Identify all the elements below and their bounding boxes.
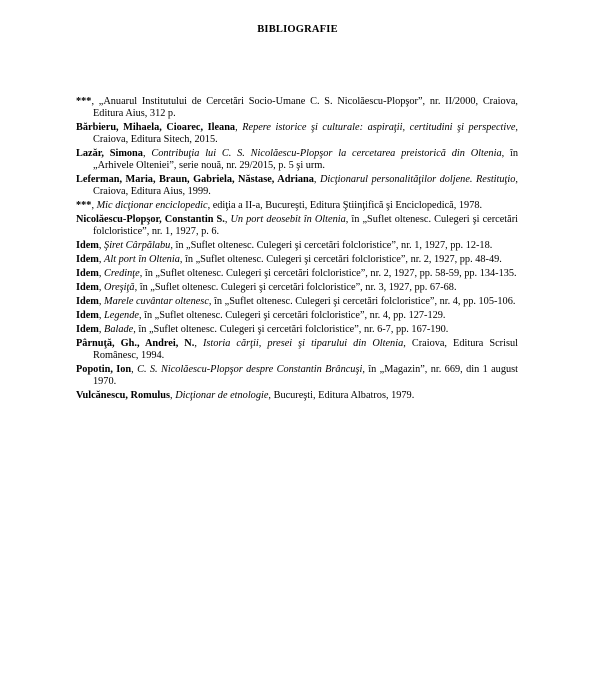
entry-title: Credinţe	[104, 268, 140, 279]
entry-author: ***	[76, 200, 92, 211]
entry-title: Marele cuvântar oltenesc	[104, 296, 209, 307]
bibliography-entry	[76, 200, 518, 212]
entry-author: Lazăr, Simona	[76, 148, 143, 159]
entry-details: , Bucureşti, Editura Albatros, 1979.	[268, 390, 415, 401]
entry-details: , în „Suflet oltenesc. Culegeri şi cercetări folcloristice”, nr. 2, 1927, pp. 48-49.	[179, 254, 502, 265]
entry-author: Idem	[76, 268, 99, 279]
bibliography-list	[76, 96, 518, 404]
entry-author: Idem	[76, 254, 99, 265]
entry-title: Dicţionar de etnologie	[175, 390, 269, 401]
entry-title: Istoria cărţii, presei şi tiparului din Oltenia	[202, 338, 404, 349]
entry-separator: ,	[224, 214, 231, 225]
entry-title: Dicţionarul personalităţilor doljene. Restituţio	[319, 174, 516, 185]
entry-separator: ,	[98, 282, 105, 293]
entry-author: Bărbieru, Mihaela, Cioarec, Ileana	[76, 122, 236, 133]
entry-separator: ,	[98, 268, 105, 279]
bibliography-entry	[76, 324, 518, 336]
bibliography-entry	[76, 214, 518, 238]
entry-details: , în „Suflet oltenesc. Culegeri şi cercetări folcloristice”, nr. 4, pp. 105-106.	[208, 296, 516, 307]
entry-author: Pârnuţă, Gh., Andrei, N.	[76, 338, 195, 349]
bibliography-entry	[76, 268, 518, 280]
entry-title: Balade	[104, 324, 134, 335]
bibliography-entry	[76, 240, 518, 252]
bibliography-entry	[76, 174, 518, 198]
entry-author: Idem	[76, 296, 99, 307]
entry-details: , în „Magazin”, nr. 669, din 1 august 1970.	[93, 364, 518, 387]
entry-title: C. S. Nicolăescu-Plopşor despre Constantin Brâncuşi	[137, 364, 363, 375]
entry-author: Idem	[76, 324, 99, 335]
entry-author: Popotin, Ion	[76, 364, 132, 375]
entry-author: Vulcănescu, Romulus	[76, 390, 171, 401]
entry-separator: ,	[170, 390, 176, 401]
entry-title: Mic dicţionar enciclopedic	[96, 200, 208, 211]
entry-details: , Craiova, Editura Sitech, 2015.	[93, 122, 518, 145]
bibliography-entry	[76, 364, 518, 388]
bibliography-entry	[76, 390, 518, 402]
bibliography-entry	[76, 122, 518, 146]
entry-separator: ,	[98, 296, 105, 307]
bibliography-entry	[76, 282, 518, 294]
entry-separator: ,	[98, 324, 105, 335]
entry-separator: ,	[98, 310, 105, 321]
entry-details: , ediţia a II-a, Bucureşti, Editura Ştiinţifică şi Enciclopedică, 1978.	[207, 200, 483, 211]
entry-separator: ,	[235, 122, 243, 133]
entry-title: Contribuţia lui C. S. Nicolăescu-Plopşor la cercetarea preistorică din Oltenia	[151, 148, 502, 159]
entry-separator: ,	[142, 148, 152, 159]
entry-details: , în „Arhivele Olteniei”, serie nouă, nr. 29/2015, p. 5 şi urm.	[93, 148, 518, 171]
entry-text: , „Anuarul Institutului de Cercetări Socio-Umane C. S. Nicolăescu-Plopşor”, nr. II/2000, Craiova, Editura Aius, 312 p.	[91, 96, 518, 119]
entry-title: Şiret Cârpălabu	[104, 240, 171, 251]
entry-author: ***	[76, 96, 92, 107]
entry-author: Idem	[76, 282, 99, 293]
entry-details: , în „Suflet oltenesc. Culegeri şi cercetări folcloristice”, nr. 3, 1927, pp. 67-68.	[134, 282, 457, 293]
bibliography-entry	[76, 310, 518, 322]
page-title: BIBLIOGRAFIE	[257, 24, 338, 35]
entry-author: Idem	[76, 240, 99, 251]
entry-title: Oreşiţă	[104, 282, 135, 293]
bibliography-entry	[76, 296, 518, 308]
entry-title: Repere istorice şi culturale: aspiraţii, certitudini şi perspective	[242, 122, 516, 133]
bibliography-entry	[76, 254, 518, 266]
entry-details: , în „Suflet oltenesc. Culegeri şi cercetări folcloristice”, nr. 6-7, pp. 167-190.	[133, 324, 449, 335]
entry-details: , în „Suflet oltenesc. Culegeri şi cercetări folcloristice”, nr. 1, 1927, p. 6.	[93, 214, 519, 237]
entry-details: , în „Suflet oltenesc. Culegeri şi cercetări folcloristice”, nr. 2, 1927, pp. 58-59, pp. 134-135.	[139, 268, 517, 279]
entry-author: Leferman, Maria, Braun, Gabriela, Năstase, Adriana	[76, 174, 314, 185]
entry-separator: ,	[98, 254, 105, 265]
entry-separator: ,	[313, 174, 320, 185]
entry-author: Nicolăescu-Plopşor, Constantin S.	[76, 214, 225, 225]
entry-author: Idem	[76, 310, 99, 321]
bibliography-entry	[76, 148, 518, 172]
entry-separator: ,	[131, 364, 138, 375]
entry-details: , Craiova, Editura Aius, 1999.	[93, 174, 518, 197]
entry-title: Alt port în Oltenia	[104, 254, 180, 265]
entry-title: Un port deosebit în Oltenia	[230, 214, 346, 225]
entry-separator: ,	[91, 200, 97, 211]
entry-title: Legende	[104, 310, 139, 321]
entry-details: , Craiova, Editura Scrisul Românesc, 1994.	[93, 338, 518, 361]
bibliography-entry	[76, 96, 518, 120]
entry-details: , în „Suflet oltenesc. Culegeri şi cercetări folcloristice”, nr. 1, 1927, pp. 12-18.	[170, 240, 493, 251]
entry-separator: ,	[98, 240, 105, 251]
entry-details: , în „Suflet oltenesc. Culegeri şi cercetări folcloristice”, nr. 4, pp. 127-129.	[138, 310, 446, 321]
bibliography-entry	[76, 338, 518, 362]
entry-separator: ,	[194, 338, 203, 349]
